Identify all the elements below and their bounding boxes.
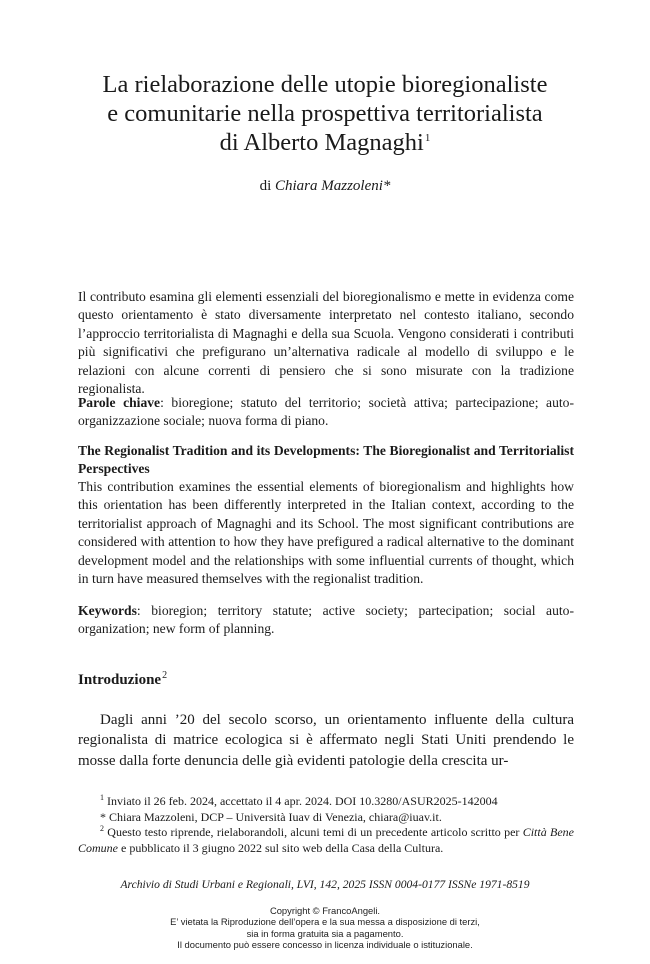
title-line-3 bbox=[40, 128, 610, 157]
heading-footnote-marker[interactable]: 2 bbox=[162, 670, 168, 681]
title-line-1: La rielaborazione delle utopie bioregionaliste bbox=[102, 71, 548, 98]
keywords-english-label: Keywords bbox=[78, 603, 137, 618]
keywords-english-list: : bioregion; territory statute; active society; partecipation; social auto-organization; new form of planning. bbox=[78, 603, 574, 637]
article-title bbox=[40, 70, 610, 157]
journal-citation: Archivio di Studi Urbani e Regionali, LVI, 142, 2025 ISSN 0004-0177 ISSNe 1971-8519 bbox=[120, 878, 530, 891]
keywords-italian-list: : bioregione; statuto del territorio; società attiva; partecipazione; auto-organizzazione sociale; nuova forma di piano. bbox=[78, 395, 574, 429]
footnote-2-marker: 2 bbox=[100, 824, 104, 834]
title-footnote-marker[interactable]: 1 bbox=[424, 131, 431, 144]
footnote-2 bbox=[78, 825, 574, 856]
footnote-2-italic: Città Bene Comune bbox=[78, 825, 574, 855]
copyright-notice bbox=[0, 905, 650, 951]
section-heading-introduzione bbox=[78, 672, 167, 689]
keywords-italian bbox=[78, 394, 574, 431]
keywords-english bbox=[78, 602, 574, 639]
footnote-1 bbox=[78, 794, 574, 810]
footnote-1-marker: 1 bbox=[100, 793, 104, 802]
title-line-3-text: di Alberto Magnaghi bbox=[219, 129, 424, 156]
footnote-author: * Chiara Mazzoleni, DCP – Università Iuav di Venezia, chiara@iuav.it. bbox=[100, 809, 442, 824]
author-name: Chiara Mazzoleni* bbox=[274, 178, 391, 194]
byline-prefix: di bbox=[259, 178, 272, 194]
footnote-2-text-b: e pubblicato il 3 giugno 2022 sul sito web della Casa della Cultura. bbox=[121, 840, 444, 855]
copyright-line-1: Copyright © FrancoAngeli. bbox=[269, 905, 381, 916]
english-title: The Regionalist Tradition and its Developments: The Bioregionalist and Territorialist Perspectives bbox=[78, 443, 574, 477]
section-heading-text: Introduzione bbox=[78, 672, 162, 688]
footnotes bbox=[78, 794, 574, 856]
title-line-2: e comunitarie nella prospettiva territorialista bbox=[107, 100, 543, 127]
abstract-english: This contribution examines the essential elements of bioregionalism and highlights how this orientation has been differently interpreted in the Italian context, according to the territorialist approach of Magnaghi and its School. The most significant contributions are considered with attention to how they have prefigured a radical alternative to the dominant development model and the relationships with some influential currents of thought, which in turn have measured themselves with the regionalist tradition. bbox=[78, 479, 574, 587]
intro-paragraph: Dagli anni ’20 del secolo scorso, un orientamento influente della cultura regionalista di matrice ecologica si è affermato negli Stati Uniti prendendo le mosse dalla forte denuncia delle già evidenti patologie della crescita ur- bbox=[78, 712, 574, 769]
abstract-italian: Il contributo esamina gli elementi essenziali del bioregionalismo e mette in evidenza come questo orientamento è stato diversamente interpretato nel contesto italiano, secondo l’approccio territorialista di Magnaghi e della sua Scuola. Vengono considerati i contributi più significativi che prefigurano un’alternativa radicale al modello di sviluppo e le relazioni con alcune correnti di pensiero che si sono misurate con la tradizione regionalista. bbox=[78, 289, 574, 397]
keywords-italian-label: Parole chiave bbox=[78, 395, 161, 410]
copyright-line-2: E’ vietata la Riproduzione dell’opera e la sua messa a disposizione di terzi, bbox=[170, 916, 480, 928]
footnote-2-text-a: Questo testo riprende, rielaborandoli, alcuni temi di un precedente articolo scritto per bbox=[107, 825, 520, 840]
footnote-1-text: Inviato il 26 feb. 2024, accettato il 4 apr. 2024. DOI 10.3280/ASUR2025-142004 bbox=[107, 794, 498, 808]
author-byline bbox=[0, 178, 650, 195]
copyright-line-3: sia in forma gratuita sia a pagamento. bbox=[246, 927, 404, 939]
copyright-line-4: Il documento può essere concesso in licenza individuale o istituzionale. bbox=[177, 939, 473, 951]
